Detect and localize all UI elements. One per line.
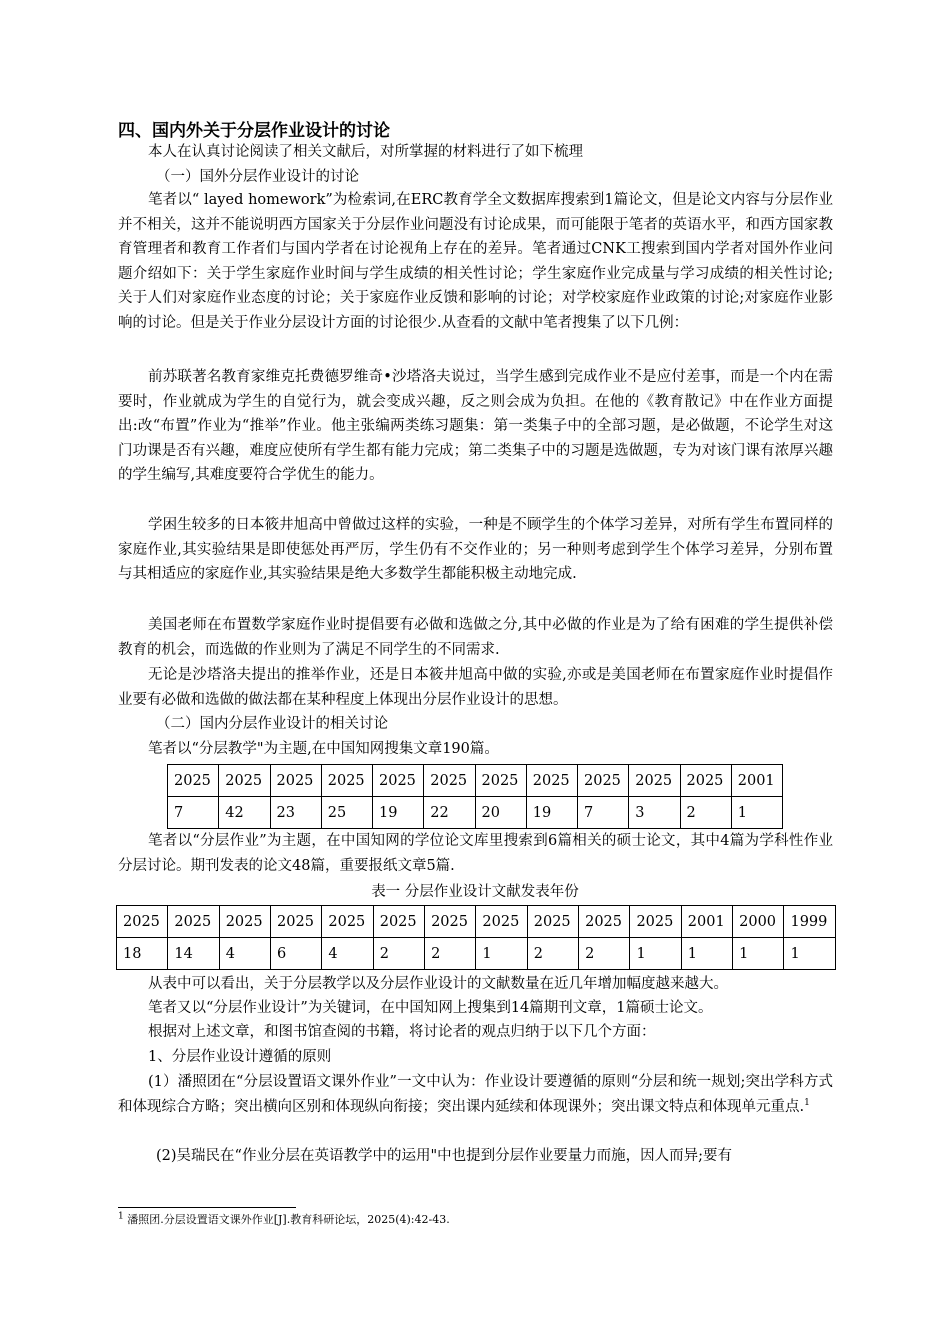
table-cell: 2025 bbox=[270, 765, 321, 797]
table-cell: 2025 bbox=[321, 765, 372, 797]
table-cell: 2025 bbox=[373, 765, 424, 797]
table-cell: 2025 bbox=[526, 765, 577, 797]
table-cell: 2025 bbox=[168, 765, 219, 797]
paragraph-table-observation: 从表中可以看出，关于分层教学以及分层作业设计的文献数量在近几年增加幅度越来越大。 bbox=[148, 976, 728, 992]
table-cell: 1 bbox=[733, 938, 784, 970]
table-cell: 2025 bbox=[424, 765, 475, 797]
table-cell: 42 bbox=[219, 797, 270, 829]
table-cell: 23 bbox=[270, 797, 321, 829]
table-cell: 2000 bbox=[733, 906, 784, 938]
table-cell: 1 bbox=[630, 938, 681, 970]
table-cell: 2001 bbox=[681, 906, 732, 938]
table-row-counts bbox=[117, 938, 836, 970]
table-cell: 2025 bbox=[630, 906, 681, 938]
paragraph-foreign-search: 笔者以“ layed homework”为检索词,在ERC教育学全文数据库搜索到1篇论文，但是论文内容与分层作业并不相关，这并不能说明西方国家关于分层作业问题没有讨论成果，而可能限于笔者的英语水平，和西方国家教育管理者和教育工作者们与国内学者在讨论视角上存在的差异。笔者通过CNK工搜索到国内学者对国外作业问题介绍如下：关于学生家庭作业时间与学生成绩的相关性讨论；学生家庭作业完成量与学习成绩的相关性讨论;关于人们对家庭作业态度的讨论；关于家庭作业反馈和影响的讨论；对学校家庭作业政策的讨论;对家庭作业影响的讨论。但是关于作业分层设计方面的讨论很少.从查看的文献中笔者搜集了以下几例： bbox=[118, 192, 833, 331]
footnote bbox=[118, 1211, 450, 1227]
table-cell: 4 bbox=[322, 938, 373, 970]
table-cell: 1 bbox=[731, 797, 782, 829]
table-cell: 2025 bbox=[168, 906, 219, 938]
table-cell: 2 bbox=[680, 797, 731, 829]
paragraph-us-teachers: 美国老师在布置数学家庭作业时提倡要有必做和选做之分,其中必做的作业是为了给有困难的学生提供补偿教育的机会，而选做的作业则为了满足不同学生的不同需求. bbox=[118, 617, 833, 658]
table-cell: 2025 bbox=[219, 906, 270, 938]
list-heading-principles: 1、分层作业设计遵循的原则 bbox=[148, 1049, 332, 1065]
table-cell: 1 bbox=[681, 938, 732, 970]
table-row-counts bbox=[168, 797, 783, 829]
table-cell: 2025 bbox=[578, 765, 629, 797]
intro-paragraph: 本人在认真讨论阅读了相关文献后，对所掌握的材料进行了如下梳理 bbox=[148, 144, 583, 160]
footnote-text: 潘照团.分层设置语文课外作业[J].教育科研论坛，2025(4):42-43. bbox=[127, 1213, 450, 1226]
table-cell: 2025 bbox=[219, 765, 270, 797]
paragraph-shatalov: 前苏联著名教育家维克托费德罗维奇•沙塔洛夫说过，当学生感到完成作业不是应付差事，而是一个内在需要时，作业就成为学生的自觉行为，就会变成兴趣，反之则会成为负担。在他的《教育散记》中在作业方面提出:改“布置”作业为“推举”作业。他主张编两类练习题集：第一类集子中的全部习题，是必做题，不论学生对这门功课是否有兴趣，难度应使所有学生都有能力完成；第二类集子中的习题是选做题，专为对该门课有浓厚兴趣的学生编写,其难度要符合学优生的能力。 bbox=[118, 369, 833, 483]
table-cell: 14 bbox=[168, 938, 219, 970]
table-cell: 2025 bbox=[322, 906, 373, 938]
footnote-reference[interactable]: 1 bbox=[804, 1097, 810, 1108]
table-cell: 1 bbox=[784, 938, 836, 970]
table-cell: 2025 bbox=[475, 765, 526, 797]
paragraph-summary-foreign: 无论是沙塔洛夫提出的推举作业，还是日本筱井旭高中做的实验,亦或是美国老师在布置家庭作业时提倡作业要有必做和选做的做法都在某种程度上体现出分层作业设计的思想。 bbox=[118, 667, 833, 708]
table-row-years bbox=[168, 765, 783, 797]
paragraph-pan-zhaotuan-text: (1）潘照团在“分层设置语文课外作业”一文中认为：作业设计要遵循的原则“分层和统一规划;突出学科方式和体现综合方略；突出横向区别和体现纵向衔接；突出课内延续和体现课外；突出课文特点和体现单元重点. bbox=[118, 1074, 833, 1115]
paragraph-layered-teaching: 笔者以“分层教学"为主题,在中国知网搜集文章190篇。 bbox=[148, 741, 499, 757]
year-table-layered-teaching bbox=[167, 764, 783, 829]
table-cell: 1999 bbox=[784, 906, 836, 938]
footnote-mark: 1 bbox=[118, 1211, 124, 1222]
table-cell: 2 bbox=[425, 938, 476, 970]
subsection-title-domestic: （二）国内分层作业设计的相关讨论 bbox=[156, 716, 388, 732]
table-cell: 2025 bbox=[527, 906, 578, 938]
table-cell: 2025 bbox=[117, 906, 168, 938]
table-caption: 表一 分层作业设计文献发表年份 bbox=[371, 884, 579, 900]
table-cell: 2025 bbox=[579, 906, 630, 938]
section-heading: 四、国内外关于分层作业设计的讨论 bbox=[118, 121, 390, 141]
year-table-layered-homework bbox=[116, 905, 836, 970]
table-cell: 2025 bbox=[476, 906, 527, 938]
table-cell: 7 bbox=[578, 797, 629, 829]
table-cell: 7 bbox=[168, 797, 219, 829]
table-cell: 2025 bbox=[629, 765, 680, 797]
table-cell: 2025 bbox=[373, 906, 424, 938]
table-cell: 3 bbox=[629, 797, 680, 829]
paragraph-pan-zhaotuan bbox=[118, 1070, 833, 1119]
table-cell: 6 bbox=[271, 938, 322, 970]
paragraph-japan-experiment: 学困生较多的日本筱井旭高中曾做过这样的实验，一种是不顾学生的个体学习差异，对所有学生布置同样的家庭作业,其实验结果是即使惩处再严厉，学生仍有不交作业的；另一种则考虑到学生个体学习差异，分别布置与其相适应的家庭作业,其实验结果是绝大多数学生都能积极主动地完成. bbox=[118, 517, 833, 582]
table-cell: 4 bbox=[219, 938, 270, 970]
table-cell: 2025 bbox=[680, 765, 731, 797]
table-cell: 2 bbox=[373, 938, 424, 970]
table-cell: 25 bbox=[321, 797, 372, 829]
table-cell: 2 bbox=[579, 938, 630, 970]
paragraph-keyword-search: 笔者又以“分层作业设计”为关键词，在中国知网上搜集到14篇期刊文章，1篇硕士论文。 bbox=[148, 1000, 713, 1016]
footnote-divider bbox=[118, 1207, 296, 1208]
subsection-title-foreign: （一）国外分层作业设计的讨论 bbox=[156, 169, 359, 185]
table-cell: 22 bbox=[424, 797, 475, 829]
table-cell: 2025 bbox=[271, 906, 322, 938]
table-cell: 2001 bbox=[731, 765, 782, 797]
table-cell: 1 bbox=[476, 938, 527, 970]
paragraph-layered-homework: 笔者以“分层作业”为主题，在中国知网的学位论文库里搜索到6篇相关的硕士论文，其中4篇为学科性作业分层讨论。期刊发表的论文48篇，重要报纸文章5篇. bbox=[118, 833, 833, 874]
table-cell: 2 bbox=[527, 938, 578, 970]
table-cell: 19 bbox=[526, 797, 577, 829]
table-cell: 2025 bbox=[425, 906, 476, 938]
table-row-years bbox=[117, 906, 836, 938]
table-cell: 20 bbox=[475, 797, 526, 829]
paragraph-wu-ruimin: (2)吴瑞民在“作业分层在英语教学中的运用"中也提到分层作业要量力而施，因人而异;要有 bbox=[156, 1148, 733, 1164]
paragraph-classification: 根据对上述文章，和图书馆查阅的书籍，将讨论者的观点归纳于以下几个方面： bbox=[148, 1024, 656, 1040]
table-cell: 18 bbox=[117, 938, 168, 970]
table-cell: 19 bbox=[373, 797, 424, 829]
